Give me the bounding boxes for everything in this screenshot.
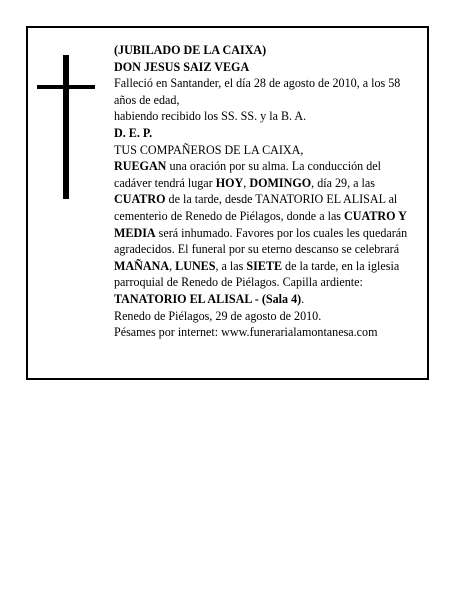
details-end: . xyxy=(301,291,305,306)
cross-vertical-bar xyxy=(63,55,69,199)
details-text-1: una oración por su alma. La conducción del cadáver tendrá lugar xyxy=(114,159,382,190)
four-word: CUATRO xyxy=(114,192,166,207)
comma-2: , xyxy=(169,258,176,273)
details-text-5: , a las xyxy=(215,258,247,273)
sacraments-line: habiendo recibido los SS. SS. y la B. A. xyxy=(114,109,307,124)
funeral-details xyxy=(114,158,420,307)
monday-word: LUNES xyxy=(175,258,216,273)
deceased-name: DON JESUS SAIZ VEGA xyxy=(114,59,250,74)
affiliation-line: (JUBILADO DE LA CAIXA) xyxy=(114,43,267,57)
tomorrow-word: MAÑANA xyxy=(114,258,170,273)
details-text-3: de la tarde, desde TANATORIO EL ALISAL al cementerio de Renedo de Piélagos, donde a las xyxy=(114,192,398,223)
sunday-word: DOMINGO xyxy=(249,175,312,190)
comma-1: , xyxy=(243,175,250,190)
details-text-2: , día 29, a las xyxy=(311,175,375,190)
death-statement: Falleció en Santander, el día 28 de agosto de 2010, a los 58 años de edad, xyxy=(114,76,401,107)
rip-line: D. E. P. xyxy=(114,125,153,140)
details-text-4: será inhumado. Favores por los cuales les quedarán agradecidos. El funeral por su eterno descanso se celebrará xyxy=(114,225,408,257)
cross-icon xyxy=(37,55,95,199)
obituary-text xyxy=(114,42,420,341)
chapel-location: TANATORIO EL ALISAL - (Sala 4) xyxy=(114,291,302,306)
obituary-notice-frame xyxy=(26,26,429,380)
four-thirty-words: CUATRO Y MEDIA xyxy=(114,208,407,240)
cross-horizontal-bar xyxy=(37,85,95,89)
mourners-line: TUS COMPAÑEROS DE LA CAIXA, xyxy=(114,142,304,157)
today-word: HOY xyxy=(215,175,244,190)
place-date-line: Renedo de Piélagos, 29 de agosto de 2010. xyxy=(114,308,322,323)
request-word: RUEGAN xyxy=(114,159,167,174)
condolences-line: Pésames por internet: www.funerarialamontanesa.com xyxy=(114,325,378,340)
details-text-6: de la tarde, en la iglesia parroquial de Renedo de Piélagos. Capilla ardiente: xyxy=(114,258,400,290)
seven-word: SIETE xyxy=(246,258,283,273)
